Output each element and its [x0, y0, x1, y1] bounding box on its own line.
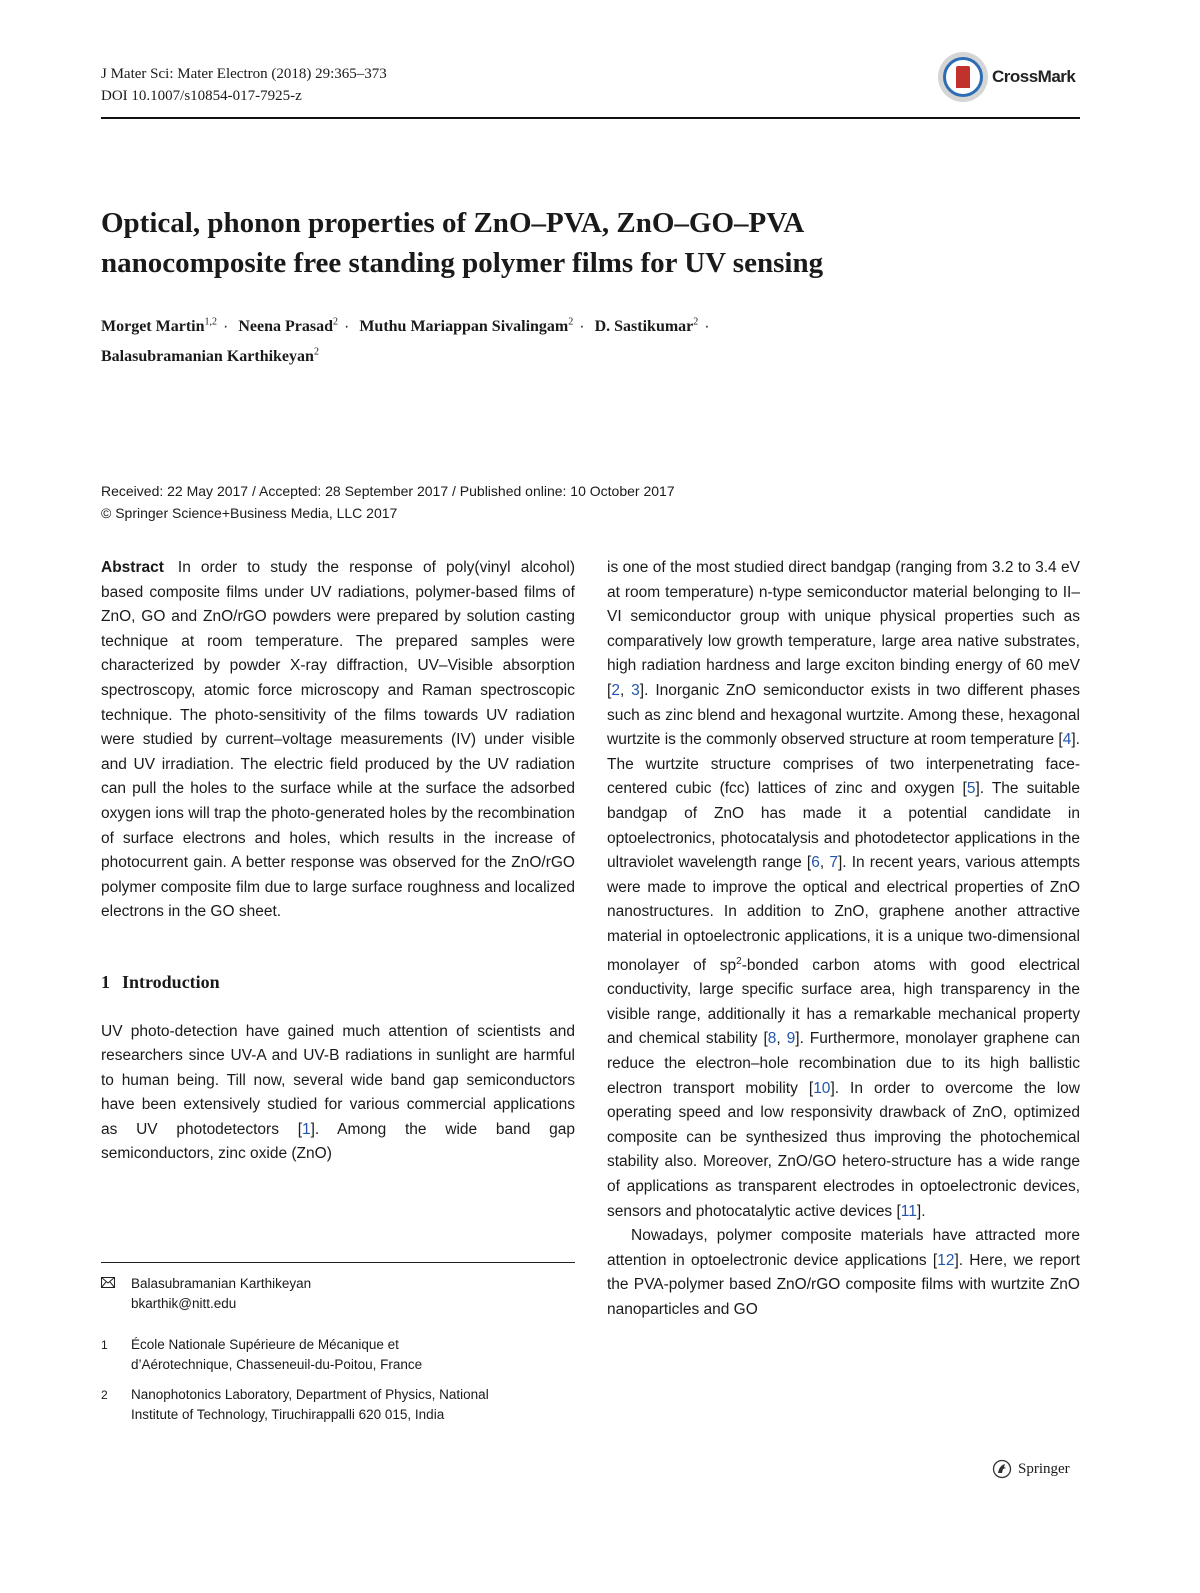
citation-link[interactable]: 6 [811, 854, 820, 872]
springer-horse-icon [992, 1459, 1012, 1479]
section-heading-introduction: 1 Introduction [101, 971, 220, 992]
citation-link[interactable]: 5 [966, 780, 976, 798]
citation-link[interactable]: 9 [786, 1030, 796, 1048]
affiliation-footnote-1: 1 École Nationale Supérieure de Mécanique et d’Aérotechnique, Chasseneuil-du-Poitou, France [101, 1337, 423, 1372]
citation-link[interactable]: 7 [829, 854, 838, 872]
intro-continued: ]. Among the wide band gap semiconductors, zinc oxide (ZnO) [101, 1120, 576, 1163]
author[interactable]: Neena Prasad$^2$ [238, 317, 338, 336]
intro-paragraph-2: Nowadays, polymer composite materials have attracted more attention in optoelectronic device applications [12]. Here, we report the PVA-polymer based ZnO/rGO composite films with wurtzite ZnO nanoparticles and GO [607, 1227, 1080, 1318]
citation-link[interactable]: 10 [813, 1079, 831, 1097]
author-list: Morget Martin$^{1,2}$ · Neena Prasad$^2$ · Muthu Mariappan Sivalingam$^2$ · D. Sastikumar$^2$ · Balasubramanian Karthikeyan$^2$ [101, 317, 710, 365]
citation-link[interactable]: 8 [767, 1030, 777, 1048]
intro-paragraph-1-part-2: is one of the most studied direct bandgap (ranging from 3.2 to 3.4 eV at room temperature) n-type semiconductor material belonging to II–VI semiconductor group with unique physical properties such as comparatively low growth temperature, large area native substrates, high radiation hardness and large exciton binding energy of 60 meV [2, 3]. Inorganic ZnO semiconductor exists in two different phases such as zinc blend and hexagonal wurtzite. Among these, hexagonal wurtzite is the commonly observed structure at room temperature [4]. The wurtzite structure comprises of two interpenetrating face-centered cubic (fcc) lattices of zinc and oxygen [5]. The suitable bandgap of ZnO has made it a potential candidate in optoelectronics, photocatalysis and photodetector applications in the ultraviolet wavelength range [6, 7]. In recent years, various attempts were made to improve the optical and electrical properties of ZnO nanostructures. In addition to ZnO, graphene another attractive material in optoelectronic applications, it is a unique two-dimensional monolayer of $sp^2$-bonded carbon atoms with good electrical conductivity, large specific surface area, high transparency in the visible range, additionally it has a remarkable mechanical property and chemical stability [8, 9]. Furthermore, monolayer graphene can reduce the electron–hole recombination due to its high ballistic electron transport mobility [10]. In order to overcome the low operating speed and low responsivity drawback of ZnO, optimized composite can be synthesized thus improving the photochemical stability also. Moreover, ZnO/GO hetero-structure has a wide range of applications as transparent electrodes in optoelectronic devices, sensors and photocatalytic active devices [11]. [607, 559, 1080, 1220]
citation-link[interactable]: 11 [900, 1202, 917, 1220]
corresponding-author-email[interactable]: bkarthik@nitt.edu [131, 1296, 237, 1311]
journal-info [101, 63, 387, 107]
publisher-logo [992, 1459, 1070, 1479]
corresponding-author-footnote [101, 1274, 575, 1314]
publication-history [101, 480, 675, 524]
header-divider [101, 117, 1080, 119]
received-accepted-dates: Received: 22 May 2017 / Accepted: 28 September 2017 / Published online: 10 October 2017 [101, 483, 675, 499]
footnote-divider [101, 1262, 575, 1263]
crossmark-icon [938, 52, 988, 102]
doi[interactable]: DOI 10.1007/s10854-017-7925-z [101, 88, 302, 104]
citation-link[interactable]: 12 [937, 1251, 955, 1269]
corresponding-author-name: Balasubramanian Karthikeyan [131, 1276, 312, 1291]
publisher-name: Springer [1018, 1460, 1070, 1477]
crossmark-logo[interactable] [938, 50, 1080, 104]
abstract-label: Abstract [101, 559, 164, 576]
envelope-icon [101, 1274, 115, 1294]
right-column [607, 556, 1080, 1323]
journal-citation: J Mater Sci: Mater Electron (2018) 29:365–373 [101, 66, 387, 82]
abstract [101, 556, 575, 925]
author[interactable]: D. Sastikumar$^2$ [594, 317, 699, 336]
left-column [101, 556, 575, 1167]
citation-link[interactable]: 4 [1062, 731, 1072, 749]
article-title: Optical, phonon properties of ZnO–PVA, ZnO–GO–PVA nanocomposite free standing polymer films for UV sensing [101, 207, 824, 279]
citation-link[interactable]: 3 [631, 681, 640, 699]
author[interactable]: Muthu Mariappan Sivalingam$^2$ [359, 317, 574, 336]
abstract-text: In order to study the response of poly(vinyl alcohol) based composite films under UV radiations, polymer-based films of ZnO, GO and ZnO/rGO powders were prepared by solution casting technique at room temperature. The prepared samples were characterized by powder X-ray diffraction, UV–Visible absorption spectroscopy, atomic force microscopy and Raman spectroscopic technique. The photo-sensitivity of the films towards UV radiation were studied by current–voltage measurements (IV) under visible and UV irradiation. The electric field produced by the UV radiation can pull the holes to the surface while at the surface the adsorbed oxygen ions will trap the photo-generated holes by the recombination of surface electrons and holes, which results in the increase of photocurrent gain. A better response was observed for the ZnO/rGO polymer composite film due to large surface roughness and localized electrons in the GO sheet. [101, 559, 575, 921]
intro-paragraph-1-part-1: UV photo-detection have gained much attention of scientists and researchers since UV-A and UV-B radiations in sunlight are harmful to human being. Till now, several wide band gap semiconductors have been extensively studied for various commercial applications as UV photodetectors [1]. Among the wide band gap semiconductors, zinc oxide (ZnO) [101, 1022, 576, 1163]
author[interactable]: Morget Martin$^{1,2}$ [101, 317, 218, 336]
citation-link[interactable]: 1 [302, 1120, 311, 1138]
copyright-notice: © Springer Science+Business Media, LLC 2017 [101, 505, 398, 521]
affiliation-footnote-2: 2 Nanophotonics Laboratory, Department of Physics, National Institute of Technology, Tiruchirappalli 620 015, India [101, 1387, 489, 1422]
author[interactable]: Balasubramanian Karthikeyan$^2$ [101, 346, 319, 365]
crossmark-label: CrossMark [992, 67, 1076, 86]
citation-link[interactable]: 2 [611, 681, 620, 699]
